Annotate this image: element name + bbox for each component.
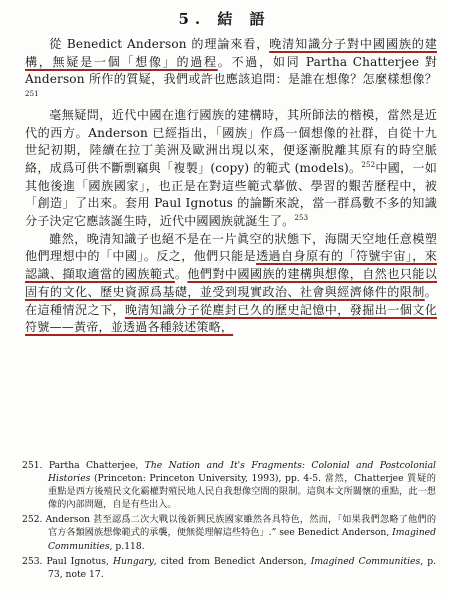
text-run: , p. 73, note 17. xyxy=(48,555,436,580)
body-text xyxy=(25,36,437,337)
footnote-251 xyxy=(22,459,436,511)
book-title: Imagined Communities xyxy=(48,527,436,552)
text-run: (Princeton: Princeton University, 1993), pp. 4-5. 當然，Chatterjee 質疑的重點是西方後殖民文化霸權對殖民地人民自我想像空間的限制。這與本文所關懷的重點，此一想像的內部問題，自是有些出入。 xyxy=(48,473,436,511)
footnote-number: 251. xyxy=(22,460,43,471)
text-run: 從 Benedict Anderson 的理論來看， xyxy=(49,37,270,51)
text-run: 毫無疑問，近代中國在進行國族的建構時，其所師法的楷模，當然是近代的西方。Anderson 已經指出，「國族」作爲一個想像的社群，自從十九世紀初期，陸續在拉丁美洲及歐洲出現以來，便逐漸脫離其原有的時空脈絡，成爲可供不斷剽竊與「複製」(copy) 的範式 (models)。 xyxy=(25,107,437,175)
text-run: 。 xyxy=(174,267,188,282)
footnote-ref[interactable]: 252 xyxy=(361,160,376,169)
underlined-phrase: 晚清知識分子從塵封已久的歷史記憶中，發掘出一個文化符號——黃帝，並透過各種敍述策略， xyxy=(25,302,437,335)
paragraph-3 xyxy=(25,231,437,337)
text-run: 。在這種情況之下， xyxy=(25,284,437,317)
book-title: Hungary xyxy=(112,555,154,567)
text-run: 中國，一如其他後進「國族國家」，也正是在對這些範式摹倣、學習的艱苦歷程中，被「創造」了出來。套用 Paul Ignotus 的論斷來說，當一群爲數不多的知識分子決定它應該誕生時，近代中國國族就誕生了。 xyxy=(25,160,437,229)
text-run: Paul Ignotus, xyxy=(46,555,113,567)
footnote-ref[interactable]: 251 xyxy=(25,90,39,99)
footnote-number: 252. xyxy=(22,514,43,526)
paragraph-1 xyxy=(25,36,437,107)
section-title: 5. 結 語 xyxy=(178,10,271,28)
text-run: 雖然，晚清知識子也絕不是在一片眞空的狀態下，海闊天空地任意模塑他們理想中的「中國」。反之，他們只能是 xyxy=(25,231,437,264)
text-run: Partha Chatterjee, xyxy=(48,460,145,471)
text-run: , p.118. xyxy=(109,540,145,552)
underlined-phrase: 透過自身原有的「符號宇宙」，來認識、擷取適當的國族範式 xyxy=(25,249,437,282)
book-title: The Nation and It's Fragments: Colonial and Postcolonial Histories xyxy=(48,460,436,485)
footnote-253 xyxy=(22,555,436,581)
text-run: Anderson 甚至認爲二次大戰以後新興民族國家雖然各具特色，然而，「如果我們忽略了他們的官方各類國族想像範式的承襲，便無從理解這些特色」.” see Benedict Anderson, xyxy=(45,514,437,539)
paragraph-2 xyxy=(25,107,437,231)
footnote-252 xyxy=(22,513,436,552)
underlined-phrase: 他們對中國國族的建構與想像，自然也只能以固有的文化、歷史資源爲基礎，並受到現實政治、社會與經濟條件的限制 xyxy=(25,267,437,299)
text-run: , cited from Benedict Anderson, xyxy=(153,555,311,567)
footnotes xyxy=(22,459,436,583)
book-title: Imagined Communities xyxy=(310,555,421,567)
text-run: 。不過，如同 Partha Chatterjee 對 Anderson 所作的質疑，我們或許也應該追問：是誰在想像？怎麼樣想像？ xyxy=(25,54,437,87)
footnote-number: 253. xyxy=(22,555,43,567)
underlined-phrase: 晚清知識分子對中國國族的建構，無疑是一個「想像」的過程 xyxy=(25,37,437,69)
footnote-ref[interactable]: 253 xyxy=(294,214,309,222)
